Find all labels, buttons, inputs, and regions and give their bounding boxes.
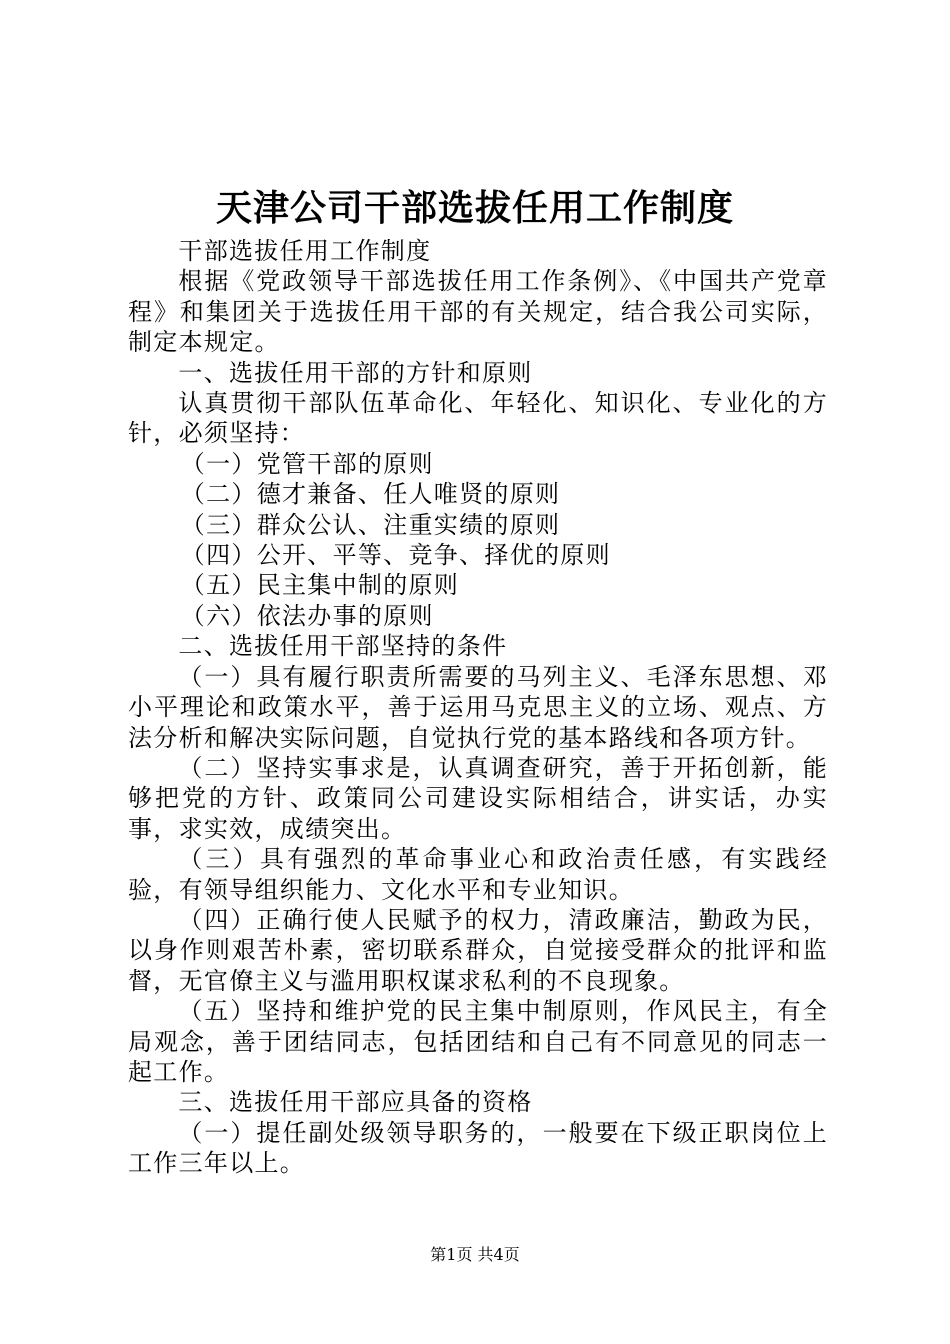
condition-item-2: （二）坚持实事求是，认真调查研究，善于开拓创新，能够把党的方针、政策同公司建设实际相结合，讲实话，办实事，求实效，成绩突出。	[128, 753, 828, 843]
paragraph-principles-intro: 认真贯彻干部队伍革命化、年轻化、知识化、专业化的方针，必须坚持：	[128, 389, 828, 448]
principle-item-1: （一）党管干部的原则	[180, 449, 434, 478]
section-heading-3: 三、选拔任用干部应具备的资格	[178, 1088, 533, 1117]
paragraph-subtitle: 干部选拔任用工作制度	[178, 237, 432, 265]
condition-item-5: （五）坚持和维护党的民主集中制原则，作风民主，有全局观念，善于团结同志，包括团结和自己有不同意见的同志一起工作。	[128, 997, 828, 1086]
qualification-item-1: （一）提任副处级领导职务的，一般要在下级正职岗位上工作三年以上。	[128, 1118, 828, 1178]
principle-item-4: （四）公开、平等、竞争、择优的原则	[180, 541, 611, 570]
section-heading-2: 二、选拔任用干部坚持的条件	[178, 632, 508, 661]
principle-item-5: （五）民主集中制的原则	[180, 571, 460, 600]
document-title: 天津公司干部选拔任用工作制度	[215, 187, 734, 229]
paragraph-intro: 根据《党政领导干部选拔任用工作条例》、《中国共产党章程》和集团关于选拔任用干部的有关规定，结合我公司实际，制定本规定。	[128, 267, 828, 357]
condition-item-4: （四）正确行使人民赋予的权力，清政廉洁，勤政为民，以身作则艰苦朴素，密切联系群众，自觉接受群众的批评和监督，无官僚主义与滥用职权谋求私利的不良现象。	[128, 905, 828, 995]
section-heading-1: 一、选拔任用干部的方针和原则	[178, 358, 533, 387]
principle-item-6: （六）依法办事的原则	[180, 601, 434, 630]
page-footer: 第1页 共4页	[430, 1245, 520, 1264]
condition-item-1: （一）具有履行职责所需要的马列主义、毛泽东思想、邓小平理论和政策水平，善于运用马克思主义的立场、观点、方法分析和解决实际问题，自觉执行党的基本路线和各项方针。	[128, 662, 828, 752]
document-body	[128, 236, 828, 1179]
principle-item-3: （三）群众公认、注重实绩的原则	[180, 510, 561, 539]
condition-item-3: （三）具有强烈的革命事业心和政治责任感，有实践经验，有领导组织能力、文化水平和专业知识。	[128, 845, 828, 904]
principle-item-2: （二）德才兼备、任人唯贤的原则	[180, 480, 561, 509]
